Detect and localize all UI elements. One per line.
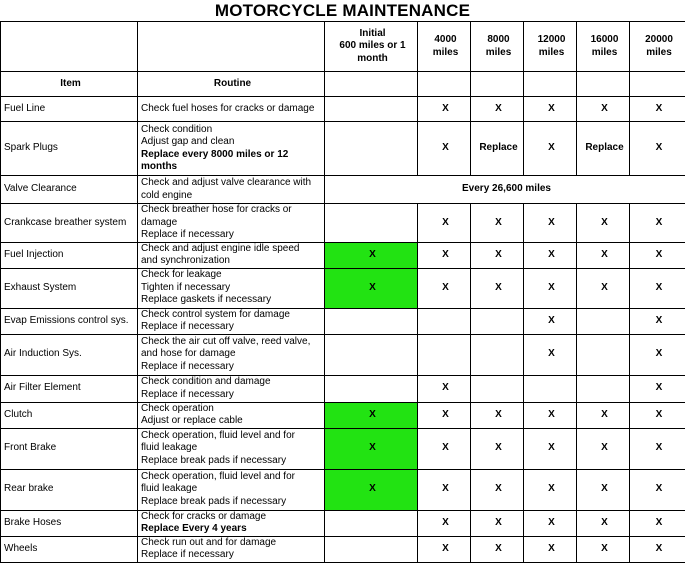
routine-line: Check control system for damage — [141, 308, 290, 320]
routine-line: Replace if necessary — [141, 388, 234, 400]
routine-cell — [138, 308, 325, 334]
interval-cell: X — [524, 242, 577, 268]
routine-line: Replace if necessary — [141, 360, 234, 372]
interval-cell — [325, 204, 418, 243]
item-cell: Valve Clearance — [1, 176, 138, 204]
interval-cell — [471, 308, 524, 334]
interval-header-line: miles — [485, 46, 512, 58]
routine-column-header: Routine — [138, 72, 325, 97]
interval-cell: X — [630, 428, 685, 469]
table-row — [1, 308, 685, 334]
table-row — [1, 176, 685, 204]
header-blank-cell — [471, 72, 524, 97]
interval-cell: X — [630, 510, 685, 536]
interval-cell: X — [630, 375, 685, 402]
routine-line: Replace every 8000 miles or 12 — [141, 148, 289, 160]
routine-line: Replace Every 4 years — [141, 523, 247, 534]
item-cell: Spark Plugs — [1, 122, 138, 176]
table-row — [1, 536, 685, 562]
interval-header — [471, 22, 524, 72]
interval-span-note: Every 26,600 miles — [325, 176, 685, 204]
table-row — [1, 510, 685, 536]
table-row — [1, 97, 685, 122]
interval-cell — [471, 375, 524, 402]
header-blank-cell — [418, 72, 471, 97]
interval-cell: X — [418, 204, 471, 243]
interval-cell: X — [524, 122, 577, 176]
interval-cell: X — [471, 242, 524, 268]
routine-line: fluid leakage — [141, 483, 198, 495]
interval-cell: X — [471, 97, 524, 122]
routine-line: Replace if necessary — [141, 229, 234, 240]
interval-cell: X — [630, 122, 685, 176]
routine-line: Check the air cut off valve, reed valve, — [141, 335, 311, 347]
item-cell: Clutch — [1, 402, 138, 428]
routine-line: Check condition and damage — [141, 376, 271, 387]
table-row — [1, 204, 685, 243]
interval-cell: X — [418, 428, 471, 469]
header-blank-cell — [325, 72, 418, 97]
interval-cell — [577, 334, 630, 375]
interval-cell: X — [325, 428, 418, 469]
interval-cell: X — [325, 469, 418, 510]
interval-cell: X — [418, 268, 471, 308]
interval-header-row — [1, 22, 685, 72]
interval-cell: X — [630, 97, 685, 122]
table-row — [1, 402, 685, 428]
interval-cell: X — [418, 375, 471, 402]
interval-cell: X — [630, 536, 685, 562]
interval-header-line: miles — [432, 46, 459, 58]
interval-cell: X — [577, 204, 630, 243]
interval-cell — [524, 375, 577, 402]
routine-line: Check and adjust valve clearance with — [141, 177, 312, 188]
routine-cell — [138, 242, 325, 268]
item-cell: Brake Hoses — [1, 510, 138, 536]
routine-cell — [138, 510, 325, 536]
routine-line: and synchronization — [141, 255, 230, 266]
routine-cell — [138, 122, 325, 176]
routine-line: Tighten if necessary — [141, 281, 231, 293]
routine-line: Replace break pads if necessary — [141, 495, 287, 507]
routine-line: fluid leakage — [141, 442, 198, 454]
interval-cell: X — [630, 469, 685, 510]
routine-line: Check for leakage — [141, 269, 222, 281]
routine-line: damage — [141, 216, 178, 228]
item-cell: Evap Emissions control sys. — [1, 308, 138, 334]
interval-cell: X — [577, 97, 630, 122]
header-blank-cell — [524, 72, 577, 97]
interval-cell: X — [524, 428, 577, 469]
table-row — [1, 375, 685, 402]
routine-line: Adjust gap and clean — [141, 136, 235, 147]
routine-line: Replace if necessary — [141, 549, 234, 560]
interval-cell: X — [418, 469, 471, 510]
routine-line: Replace break pads if necessary — [141, 454, 287, 466]
table-row — [1, 242, 685, 268]
interval-cell: X — [418, 510, 471, 536]
interval-header — [630, 22, 685, 72]
item-cell: Fuel Line — [1, 97, 138, 122]
interval-cell — [325, 375, 418, 402]
interval-cell: X — [524, 536, 577, 562]
routine-cell — [138, 428, 325, 469]
routine-line: Check fuel hoses for cracks or damage — [141, 102, 315, 114]
routine-cell — [138, 97, 325, 122]
interval-cell: X — [471, 536, 524, 562]
interval-cell: X — [524, 402, 577, 428]
routine-line: Check condition — [141, 123, 213, 135]
header-blank-cell — [577, 72, 630, 97]
routine-line: Check breather hose for cracks or — [141, 204, 292, 215]
table-row — [1, 268, 685, 308]
routine-cell — [138, 375, 325, 402]
routine-line: Adjust or replace cable — [141, 415, 243, 426]
routine-cell — [138, 536, 325, 562]
interval-header — [325, 22, 418, 72]
interval-cell: X — [577, 268, 630, 308]
interval-cell: X — [524, 308, 577, 334]
header-blank-cell — [138, 22, 325, 72]
page-title: MOTORCYCLE MAINTENANCE — [214, 1, 471, 20]
table-row — [1, 122, 685, 176]
interval-cell: X — [630, 308, 685, 334]
maintenance-table — [0, 21, 685, 563]
interval-cell: X — [524, 510, 577, 536]
interval-cell: X — [418, 122, 471, 176]
interval-cell: X — [630, 334, 685, 375]
interval-cell: X — [577, 469, 630, 510]
interval-cell — [418, 334, 471, 375]
routine-line: Check operation, fluid level and for — [141, 429, 295, 441]
interval-cell — [325, 536, 418, 562]
interval-cell: X — [630, 268, 685, 308]
interval-cell: X — [418, 242, 471, 268]
item-column-header: Item — [1, 72, 138, 97]
routine-line: Check run out and for damage — [141, 536, 277, 548]
interval-cell: X — [471, 268, 524, 308]
interval-cell: X — [524, 97, 577, 122]
interval-cell: X — [471, 469, 524, 510]
item-cell: Air Filter Element — [1, 375, 138, 402]
interval-cell — [325, 334, 418, 375]
routine-line: Check and adjust engine idle speed — [141, 242, 300, 254]
interval-cell: X — [524, 268, 577, 308]
interval-cell: X — [524, 204, 577, 243]
interval-header-line: 20000 — [645, 34, 673, 45]
table-row — [1, 428, 685, 469]
interval-header-line: 600 miles or 1 — [339, 40, 406, 52]
header-blank-cell — [630, 72, 685, 97]
item-cell: Wheels — [1, 536, 138, 562]
interval-cell — [577, 308, 630, 334]
interval-cell: X — [630, 204, 685, 243]
item-cell: Air Induction Sys. — [1, 334, 138, 375]
interval-cell: X — [471, 402, 524, 428]
interval-header-line: 4000 — [434, 34, 457, 45]
interval-cell — [325, 308, 418, 334]
interval-cell — [577, 375, 630, 402]
routine-line: and hose for damage — [141, 348, 236, 360]
interval-cell: X — [577, 510, 630, 536]
item-cell: Fuel Injection — [1, 242, 138, 268]
item-cell: Rear brake — [1, 469, 138, 510]
interval-cell — [418, 308, 471, 334]
interval-cell: X — [577, 402, 630, 428]
interval-cell: X — [630, 402, 685, 428]
interval-header — [418, 22, 471, 72]
interval-cell: X — [577, 536, 630, 562]
routine-line: Replace if necessary — [141, 321, 234, 332]
interval-header-line: miles — [591, 46, 618, 58]
interval-cell: X — [471, 510, 524, 536]
interval-header-line: Initial — [359, 27, 386, 39]
interval-cell: X — [630, 242, 685, 268]
routine-cell — [138, 176, 325, 204]
interval-cell: X — [577, 428, 630, 469]
interval-cell: X — [325, 402, 418, 428]
interval-header-line: 16000 — [590, 34, 619, 45]
routine-line: months — [141, 161, 178, 172]
interval-cell — [471, 334, 524, 375]
table-row — [1, 469, 685, 510]
interval-header-line: 12000 — [537, 34, 566, 45]
interval-header-line: miles — [646, 46, 672, 58]
interval-cell: X — [577, 242, 630, 268]
interval-cell: X — [524, 469, 577, 510]
interval-cell: X — [418, 536, 471, 562]
interval-header-line: month — [357, 52, 388, 64]
routine-line: Check for cracks or damage — [141, 510, 267, 522]
interval-cell: Replace — [471, 122, 524, 176]
interval-header — [524, 22, 577, 72]
interval-cell: X — [471, 428, 524, 469]
routine-line: Check operation, fluid level and for — [141, 470, 295, 482]
interval-cell: X — [418, 97, 471, 122]
interval-cell: Replace — [577, 122, 630, 176]
item-cell: Exhaust System — [1, 268, 138, 308]
interval-cell: X — [471, 204, 524, 243]
routine-line: Check operation — [141, 402, 214, 414]
interval-cell — [325, 510, 418, 536]
interval-header-line: 8000 — [487, 34, 510, 45]
interval-cell: X — [418, 402, 471, 428]
interval-header — [577, 22, 630, 72]
interval-cell: X — [325, 268, 418, 308]
interval-cell: X — [524, 334, 577, 375]
routine-cell — [138, 334, 325, 375]
interval-header-line: miles — [538, 46, 565, 58]
interval-cell — [325, 97, 418, 122]
interval-cell: X — [325, 242, 418, 268]
column-header-row — [1, 72, 685, 97]
item-cell: Crankcase breather system — [1, 204, 138, 243]
table-row — [1, 334, 685, 375]
routine-cell — [138, 268, 325, 308]
interval-cell — [325, 122, 418, 176]
routine-cell — [138, 204, 325, 243]
header-blank-cell — [1, 22, 138, 72]
routine-cell — [138, 402, 325, 428]
item-cell: Front Brake — [1, 428, 138, 469]
routine-cell — [138, 469, 325, 510]
routine-line: cold engine — [141, 189, 193, 201]
routine-line: Replace gaskets if necessary — [141, 294, 272, 306]
